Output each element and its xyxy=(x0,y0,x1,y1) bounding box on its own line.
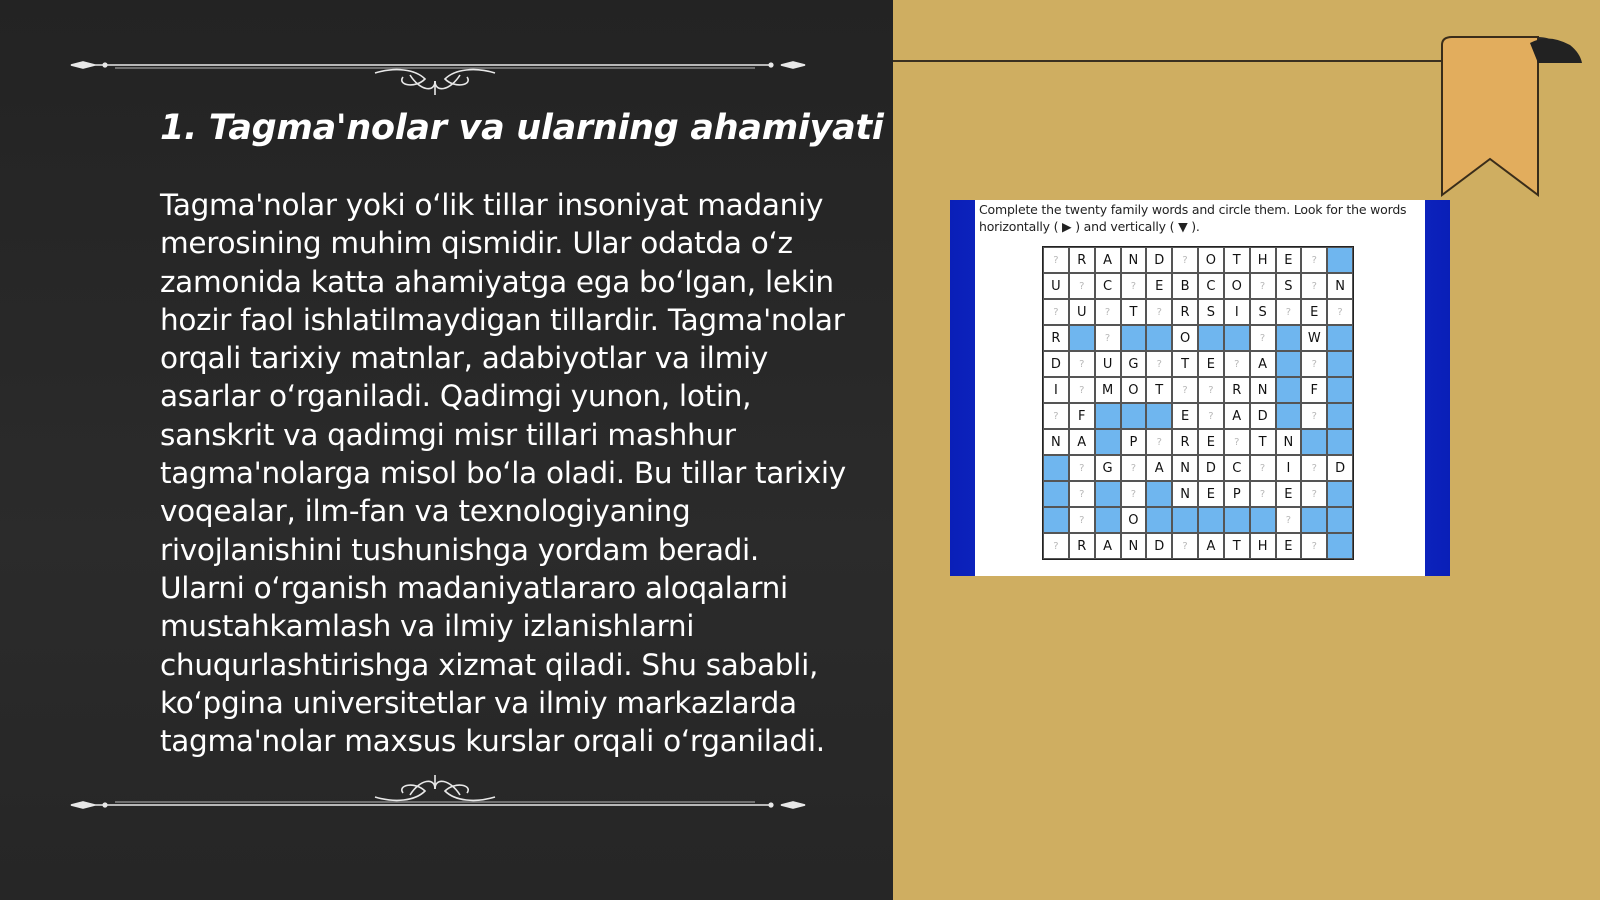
grid-cell: ? xyxy=(1043,533,1069,559)
grid-cell: T xyxy=(1224,533,1250,559)
grid-cell: C xyxy=(1224,455,1250,481)
grid-cell: ? xyxy=(1276,299,1302,325)
grid-cell xyxy=(1276,351,1302,377)
header-rule-line xyxy=(893,60,1453,62)
grid-cell: E xyxy=(1198,351,1224,377)
grid-cell: ? xyxy=(1172,533,1198,559)
grid-cell: ? xyxy=(1224,351,1250,377)
grid-cell: ? xyxy=(1069,273,1095,299)
grid-cell: S xyxy=(1276,273,1302,299)
grid-cell xyxy=(1172,507,1198,533)
grid-cell xyxy=(1146,325,1172,351)
grid-cell: F xyxy=(1301,377,1327,403)
grid-cell: ? xyxy=(1121,455,1147,481)
grid-cell xyxy=(1095,403,1121,429)
grid-cell: D xyxy=(1327,455,1353,481)
grid-cell xyxy=(1327,377,1353,403)
grid-cell: A xyxy=(1224,403,1250,429)
grid-cell: O xyxy=(1121,377,1147,403)
grid-cell xyxy=(1250,507,1276,533)
grid-cell: B xyxy=(1172,273,1198,299)
grid-cell: ? xyxy=(1146,351,1172,377)
grid-cell xyxy=(1327,429,1353,455)
grid-cell: C xyxy=(1095,273,1121,299)
grid-cell: ? xyxy=(1043,299,1069,325)
grid-cell: ? xyxy=(1121,273,1147,299)
grid-cell: ? xyxy=(1121,481,1147,507)
grid-cell: D xyxy=(1146,247,1172,273)
grid-cell: W xyxy=(1301,325,1327,351)
grid-cell: E xyxy=(1198,481,1224,507)
grid-cell: M xyxy=(1095,377,1121,403)
grid-cell xyxy=(1327,351,1353,377)
grid-cell: H xyxy=(1250,533,1276,559)
grid-cell: O xyxy=(1172,325,1198,351)
grid-cell: ? xyxy=(1250,481,1276,507)
grid-cell xyxy=(1327,403,1353,429)
grid-cell: ? xyxy=(1250,273,1276,299)
grid-cell: F xyxy=(1069,403,1095,429)
grid-cell: A xyxy=(1095,533,1121,559)
grid-cell: O xyxy=(1198,247,1224,273)
grid-cell: ? xyxy=(1095,325,1121,351)
grid-cell: A xyxy=(1198,533,1224,559)
grid-cell xyxy=(1276,403,1302,429)
grid-cell: ? xyxy=(1198,403,1224,429)
grid-cell: ? xyxy=(1301,481,1327,507)
grid-cell: N xyxy=(1276,429,1302,455)
grid-cell xyxy=(1121,325,1147,351)
grid-cell: ? xyxy=(1069,481,1095,507)
grid-cell xyxy=(1301,507,1327,533)
grid-cell xyxy=(1095,429,1121,455)
grid-cell: I xyxy=(1224,299,1250,325)
grid-cell: N xyxy=(1043,429,1069,455)
grid-cell: ? xyxy=(1043,403,1069,429)
grid-cell: S xyxy=(1250,299,1276,325)
grid-cell xyxy=(1224,325,1250,351)
grid-cell: G xyxy=(1121,351,1147,377)
grid-cell: ? xyxy=(1250,455,1276,481)
grid-cell xyxy=(1121,403,1147,429)
grid-cell: ? xyxy=(1250,325,1276,351)
grid-cell: I xyxy=(1043,377,1069,403)
grid-cell: ? xyxy=(1301,403,1327,429)
bookmark-ribbon-icon xyxy=(1430,35,1590,205)
grid-cell: T xyxy=(1250,429,1276,455)
grid-cell: R xyxy=(1224,377,1250,403)
grid-cell: ? xyxy=(1095,299,1121,325)
grid-cell: ? xyxy=(1301,351,1327,377)
puzzle-instructions: Complete the twenty family words and circle them. Look for the words horizontally ( ▶ ) and vertically ( ▼ ). xyxy=(979,202,1407,234)
grid-cell xyxy=(1069,325,1095,351)
grid-cell: U xyxy=(1043,273,1069,299)
grid-cell: ? xyxy=(1301,273,1327,299)
grid-cell xyxy=(1198,507,1224,533)
grid-cell: ? xyxy=(1172,377,1198,403)
grid-cell: T xyxy=(1224,247,1250,273)
grid-cell: I xyxy=(1276,455,1302,481)
grid-cell: ? xyxy=(1301,533,1327,559)
grid-cell xyxy=(1095,507,1121,533)
grid-cell: T xyxy=(1121,299,1147,325)
grid-cell xyxy=(1043,481,1069,507)
grid-cell: D xyxy=(1146,533,1172,559)
slide-body-text: Tagma'nolar yoki o‘lik tillar insoniyat madaniy merosining muhim qismidir. Ular odatda o‘z zamonida katta ahamiyatga ega bo‘lgan, lekin hozir faol ishlatilmaydigan tillardir. Tagma'nolar orqali tarixiy matnlar, adabiyotlar va ilmiy asarlar o‘rganiladi. Qadimgi yunon, lotin, sanskrit va qadimgi misr tillari mashhur tagma'nolarga misol bo‘la oladi. Bu tillar tarixiy voqealar, ilm-fan va texnologiyaning rivojlanishini tushunishga yordam beradi. Ularni o‘rganish madaniyatlararo aloqalarni mustahkamlash va ilmiy izlanishlarni chuqurlashtirishga xizmat qiladi. Shu sababli, ko‘pgina universitetlar va ilmiy markazlarda tagma'nolar maxsus kurslar orqali o‘rganiladi. xyxy=(160,188,846,759)
grid-cell: R xyxy=(1172,299,1198,325)
grid-cell: T xyxy=(1172,351,1198,377)
grid-cell: ? xyxy=(1198,377,1224,403)
grid-cell xyxy=(1327,507,1353,533)
grid-cell: D xyxy=(1043,351,1069,377)
grid-cell: ? xyxy=(1043,247,1069,273)
grid-cell: P xyxy=(1121,429,1147,455)
grid-cell: R xyxy=(1069,533,1095,559)
grid-cell xyxy=(1301,429,1327,455)
grid-cell xyxy=(1146,507,1172,533)
grid-cell: ? xyxy=(1069,455,1095,481)
grid-cell xyxy=(1043,507,1069,533)
grid-cell: D xyxy=(1250,403,1276,429)
grid-cell: ? xyxy=(1301,247,1327,273)
grid-cell: ? xyxy=(1224,429,1250,455)
grid-cell: E xyxy=(1276,247,1302,273)
grid-cell: H xyxy=(1250,247,1276,273)
grid-cell: G xyxy=(1095,455,1121,481)
grid-cell: N xyxy=(1121,247,1147,273)
grid-cell: N xyxy=(1172,455,1198,481)
grid-cell: ? xyxy=(1069,377,1095,403)
grid-cell: N xyxy=(1327,273,1353,299)
bottom-ornament-divider xyxy=(65,775,825,825)
grid-cell xyxy=(1327,481,1353,507)
grid-cell: O xyxy=(1224,273,1250,299)
grid-cell: N xyxy=(1121,533,1147,559)
grid-cell xyxy=(1198,325,1224,351)
grid-cell xyxy=(1327,325,1353,351)
crossword-grid xyxy=(1042,246,1354,560)
grid-cell: P xyxy=(1224,481,1250,507)
grid-cell xyxy=(1146,403,1172,429)
grid-cell xyxy=(1276,377,1302,403)
grid-cell: U xyxy=(1095,351,1121,377)
grid-cell: S xyxy=(1198,299,1224,325)
grid-cell xyxy=(1146,481,1172,507)
grid-cell: ? xyxy=(1069,507,1095,533)
slide-title: 1. Tagma'nolar va ularning ahamiyati xyxy=(160,108,884,148)
grid-cell: O xyxy=(1121,507,1147,533)
puzzle-sheet xyxy=(975,200,1425,576)
grid-cell xyxy=(1276,325,1302,351)
grid-cell xyxy=(1043,455,1069,481)
grid-cell: R xyxy=(1069,247,1095,273)
grid-cell: E xyxy=(1276,533,1302,559)
grid-cell: D xyxy=(1198,455,1224,481)
grid-cell: A xyxy=(1146,455,1172,481)
grid-cell: N xyxy=(1250,377,1276,403)
grid-cell: R xyxy=(1043,325,1069,351)
grid-cell xyxy=(1095,481,1121,507)
grid-cell: U xyxy=(1069,299,1095,325)
grid-cell: ? xyxy=(1172,247,1198,273)
grid-cell: C xyxy=(1198,273,1224,299)
grid-cell: ? xyxy=(1146,299,1172,325)
grid-cell: ? xyxy=(1301,455,1327,481)
grid-cell: T xyxy=(1146,377,1172,403)
grid-cell: E xyxy=(1301,299,1327,325)
grid-cell: ? xyxy=(1069,351,1095,377)
top-ornament-divider xyxy=(65,45,825,95)
grid-cell: A xyxy=(1250,351,1276,377)
grid-cell xyxy=(1327,533,1353,559)
grid-cell: N xyxy=(1172,481,1198,507)
grid-cell xyxy=(1327,247,1353,273)
grid-cell: E xyxy=(1146,273,1172,299)
grid-cell: A xyxy=(1095,247,1121,273)
grid-cell: ? xyxy=(1276,507,1302,533)
crossword-puzzle-image xyxy=(950,200,1450,576)
grid-cell: ? xyxy=(1146,429,1172,455)
grid-cell: E xyxy=(1198,429,1224,455)
grid-cell: E xyxy=(1172,403,1198,429)
grid-cell: A xyxy=(1069,429,1095,455)
grid-cell: E xyxy=(1276,481,1302,507)
grid-cell: R xyxy=(1172,429,1198,455)
grid-cell: ? xyxy=(1327,299,1353,325)
grid-cell xyxy=(1224,507,1250,533)
